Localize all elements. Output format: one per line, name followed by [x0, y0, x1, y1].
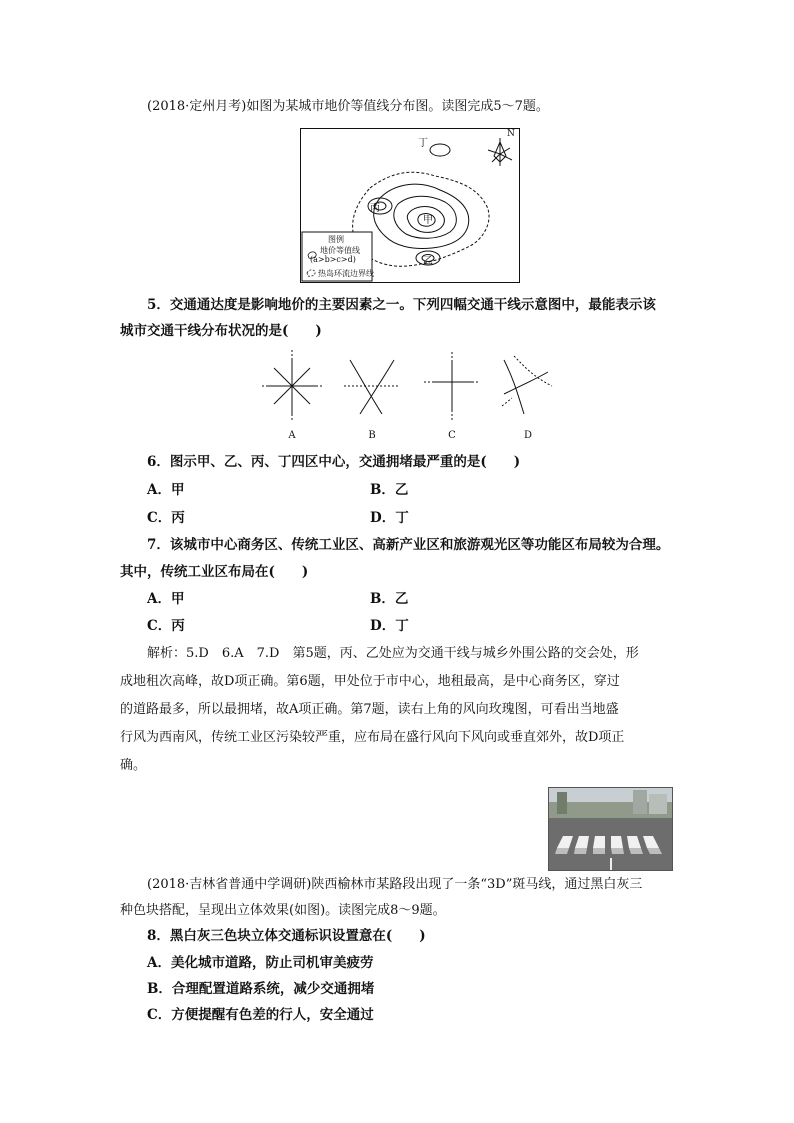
intro-5-7: (2018·定州月考)如图为某城市地价等值线分布图。读图完成5～7题。 — [147, 99, 549, 114]
q7-option-d: D．丁 — [370, 618, 409, 634]
q7-option-c: C．丙 — [147, 618, 185, 634]
q8-stem: 8．黑白灰三色块立体交通标识设置意在( ) — [147, 928, 426, 944]
q6-option-c: C．丙 — [147, 510, 185, 526]
q8-option-c: C．方便提醒有色差的行人，安全通过 — [147, 1007, 374, 1023]
legend-title: 图例 — [328, 235, 344, 244]
answer-line1: 解析：5.D 6.A 7.D 第5题，丙、乙处应为交通干线与城乡外围公路的交会处，形 — [147, 646, 639, 661]
legend-item-boundary: 热岛环流边界线 — [318, 269, 374, 278]
answer-line4: 行风为西南风，传统工业区污染较严重，应布局在盛行风向下风向或垂直郊外，故D项正 — [120, 730, 625, 745]
q7-stem-line2: 其中，传统工业区布局在( ) — [120, 564, 309, 580]
diagram-label-a: A — [288, 430, 296, 441]
diagram-label-d: D — [523, 430, 533, 441]
diagram-a — [262, 350, 322, 422]
label-ding: 丁 — [418, 138, 428, 149]
q6-option-a: A．甲 — [147, 482, 185, 498]
label-yi: 乙 — [423, 256, 433, 267]
diagram-d — [502, 356, 552, 414]
diagram-label-b: B — [368, 430, 376, 441]
q7-option-a: A．甲 — [147, 591, 185, 607]
intro-8-9-line2: 种色块搭配，呈现出立体效果(如图)。读图完成8～9题。 — [120, 903, 446, 918]
label-bing: 丙 — [370, 203, 380, 214]
legend-item-contour-order: (a>b>c>d) — [310, 255, 356, 264]
intro-8-9-line1: (2018·吉林省普通中学调研)陕西榆林市某路段出现了一条“3D”斑马线，通过黑白灰三 — [147, 877, 643, 892]
legend-item-contour: 地价等值线 — [320, 246, 360, 255]
land-price-map — [300, 128, 520, 283]
q6-stem: 6．图示甲、乙、丙、丁四区中心，交通拥堵最严重的是( ) — [147, 454, 521, 470]
traffic-diagrams — [262, 350, 562, 445]
label-north: N — [507, 129, 515, 139]
diagram-b — [344, 360, 400, 414]
diagram-label-c: C — [448, 430, 456, 441]
q6-option-d: D．丁 — [370, 510, 409, 526]
answer-line5: 确。 — [120, 758, 147, 773]
q5-stem-line2: 城市交通干线分布状况的是( ) — [120, 323, 322, 339]
label-jia: 甲 — [423, 215, 433, 226]
q7-option-b: B．乙 — [370, 591, 409, 607]
zebra-crossing-photo — [548, 787, 673, 871]
q6-option-b: B．乙 — [370, 482, 409, 498]
diagram-c — [424, 352, 480, 420]
q7-stem-line1: 7．该城市中心商务区、传统工业区、高新产业区和旅游观光区等功能区布局较为合理。 — [147, 537, 670, 553]
q8-option-b: B．合理配置道路系统，减少交通拥堵 — [147, 981, 375, 997]
q8-option-a: A．美化城市道路，防止司机审美疲劳 — [147, 955, 374, 971]
q5-stem-line1: 5．交通通达度是影响地价的主要因素之一。下列四幅交通干线示意图中，最能表示该 — [147, 297, 656, 313]
answer-line2: 成地租次高峰，故D项正确。第6题，甲处位于市中心，地租最高，是中心商务区，穿过 — [120, 674, 620, 689]
answer-line3: 的道路最多，所以最拥堵，故A项正确。第7题，读右上角的风向玫瑰图，可看出当地盛 — [120, 702, 619, 717]
